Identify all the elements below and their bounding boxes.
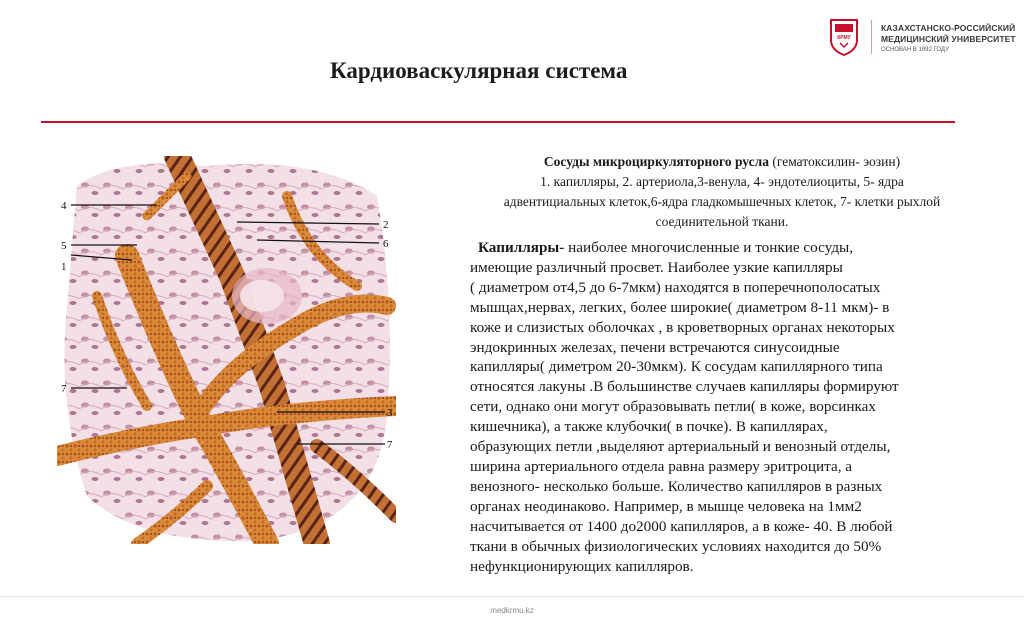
logo-line-2: МЕДИЦИНСКИЙ УНИВЕРСИТЕТ (881, 34, 1016, 44)
page-title: Кардиоваскулярная система (330, 58, 628, 83)
body-text (470, 238, 970, 576)
body-line: сети, однако они могут образовывать петли( в коже, ворсинках (470, 398, 876, 416)
body-line: ( диаметром от4,5 до 6-7мкм) находятся в поперечнополосатых (470, 278, 881, 296)
label-1: 1 (61, 261, 67, 273)
body-line: имеющие различный просвет. Наиболее узкие капилляры (470, 258, 843, 276)
label-6: 6 (383, 238, 389, 250)
footer-site: medkrmu.kz (490, 606, 534, 615)
caption-line-3: адвентициальных клеток,6-ядра гладкомышечных клеток, 7- клетки рыхлой (503, 194, 941, 209)
body-line: органах неодинаково. Например, в мышце человека на 1мм2 (470, 497, 862, 515)
body-term: Капилляры- (478, 239, 565, 256)
body-line: капилляры( диметром 20-30мкм). К сосудам капиллярного типа (470, 358, 883, 376)
title-divider (41, 121, 955, 123)
emblem-text: КРМУ (837, 35, 851, 41)
body-line: эндокринных железах, печени встречаются синусоидные (470, 338, 840, 356)
body-line (470, 238, 970, 258)
caption-bold: Сосуды микроциркуляторного русла (543, 154, 769, 169)
body-line: относятся лакуны .В большинстве случаев капилляры формируют (470, 378, 899, 396)
body-line: мышцах,нервах, легких, более широкие( диаметром 8-11 мкм)- в (470, 298, 890, 316)
label-3: 3 (387, 407, 393, 419)
caption-line-4: соединительной ткани. (655, 214, 789, 229)
label-5: 5 (61, 240, 67, 252)
body-line: коже и слизистых оболочках , в кроветворных органах некоторых (470, 318, 895, 336)
caption-line-1 (470, 152, 974, 172)
histology-figure (57, 156, 396, 544)
footer-divider (0, 596, 1024, 597)
university-logo (829, 18, 1024, 58)
body-line: нефункционирующих капилляров. (470, 557, 694, 575)
logo-divider (871, 20, 872, 54)
body-line: ширина артериального отдела равна размеру эритроцита, а (470, 457, 853, 475)
label-4: 4 (61, 200, 67, 212)
caption-stain: (гематоксилин- эозин) (768, 154, 901, 169)
logo-line-3: ОСНОВАН В 1992 ГОДУ (881, 47, 949, 53)
body-line: образующих петли ,выделяют артериальный и венозный отделы, (470, 438, 891, 456)
label-7-right: 7 (387, 439, 393, 451)
shield-icon (829, 18, 859, 56)
label-7-left: 7 (61, 383, 67, 395)
body-line: насчитывается от 1400 до2000 капилляров, а в коже- 40. В любой (470, 517, 893, 535)
body-line: ткани в обычных физиологических условиях находится до 50% (470, 537, 882, 555)
label-2: 2 (383, 219, 389, 231)
body-first-line: наиболее многочисленные и тонкие сосуды, (564, 239, 854, 256)
logo-line-1: КАЗАХСТАНСКО-РОССИЙСКИЙ (881, 23, 1016, 33)
body-line: кишечника), а также клубочки( в почке). В капиллярах, (470, 418, 828, 436)
caption-line-2: 1. капилляры, 2. артериола,3-венула, 4- эндотелиоциты, 5- ядра (540, 174, 904, 189)
figure-caption (470, 152, 974, 232)
body-line: венозного- несколько больше. Количество капилляров в разных (470, 477, 883, 495)
